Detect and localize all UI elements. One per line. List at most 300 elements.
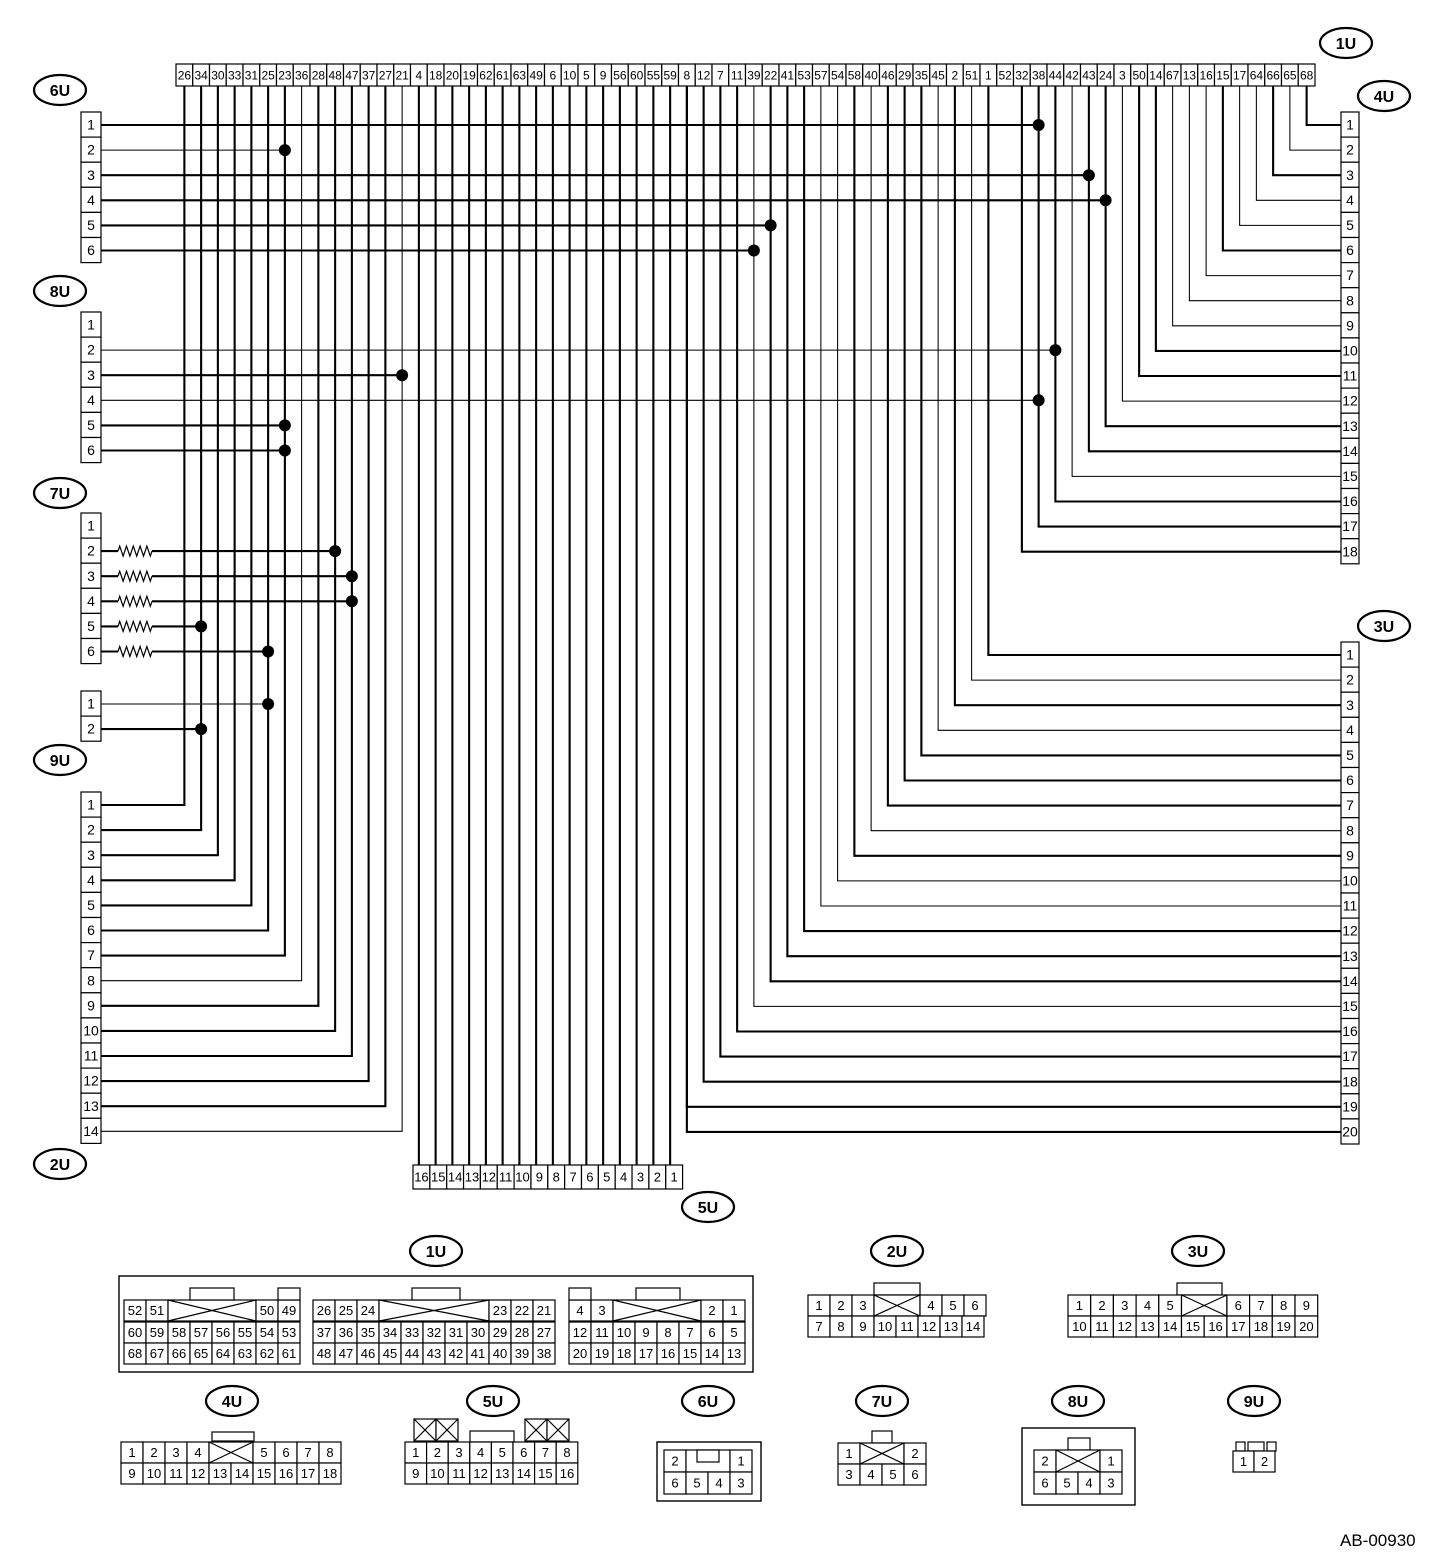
pin-number: 14 — [516, 1466, 532, 1482]
pin-number: 3 — [859, 1298, 867, 1314]
pin-number: 3 — [87, 366, 95, 383]
pin-number: 48 — [328, 68, 342, 83]
pin-number: 5 — [87, 216, 95, 233]
pin-number: 10 — [1342, 872, 1358, 889]
pin-number: 43 — [426, 1346, 442, 1362]
pin-number: 16 — [1342, 1023, 1358, 1040]
pin-number: 2 — [87, 821, 95, 838]
pin-number: 9 — [599, 68, 607, 83]
pin-number: 41 — [780, 68, 795, 83]
pin-number: 3 — [845, 1467, 853, 1483]
connector-label: 6U — [49, 83, 71, 100]
pin-number: 2 — [1098, 1298, 1106, 1314]
pin-number: 6 — [586, 1169, 594, 1185]
pin-number: 2 — [1346, 671, 1354, 688]
splice-dot — [1100, 194, 1112, 206]
pin-number: 17 — [1342, 1048, 1358, 1065]
pin-number: 58 — [171, 1325, 187, 1341]
pin-number: 17 — [638, 1346, 654, 1362]
pin-number: 8 — [664, 1325, 672, 1341]
wire-2U-5 — [101, 86, 251, 905]
pin-number: 52 — [127, 1303, 143, 1319]
pin-number: 18 — [322, 1466, 338, 1482]
pin-number: 11 — [1342, 897, 1358, 914]
pin-number: 35 — [914, 68, 929, 83]
pin-number: 10 — [616, 1325, 632, 1341]
pin-number: 10 — [83, 1022, 99, 1039]
pin-number: 8 — [1280, 1298, 1288, 1314]
resistor-icon — [118, 546, 152, 556]
pin-number: 3 — [1346, 696, 1354, 713]
splice-dot — [329, 545, 341, 557]
pin-number: 6 — [971, 1298, 979, 1314]
pin-number: 12 — [190, 1466, 206, 1482]
pin-number: 15 — [1216, 68, 1230, 83]
pin-number: 4 — [715, 1475, 723, 1491]
connector-7U-face — [838, 1431, 926, 1485]
pin-number: 65 — [193, 1346, 209, 1362]
pin-number: 53 — [797, 68, 811, 83]
pin-number: 8 — [563, 1445, 571, 1461]
pin-number: 13 — [494, 1466, 510, 1482]
face-key — [1068, 1438, 1090, 1450]
pin-number: 33 — [404, 1325, 420, 1341]
pin-number: 13 — [943, 1319, 959, 1335]
pin-number: 42 — [1065, 68, 1079, 83]
pin-number: 1 — [815, 1298, 823, 1314]
pin-number: 42 — [448, 1346, 464, 1362]
pin-number: 9 — [642, 1325, 650, 1341]
pin-number: 67 — [1165, 68, 1180, 83]
splice-dot — [346, 595, 358, 607]
pin-number: 6 — [1041, 1475, 1049, 1491]
pin-number: 4 — [1346, 191, 1354, 208]
pin-number: 8 — [87, 972, 95, 989]
pin-number: 6 — [1234, 1298, 1242, 1314]
wire-2U-2 — [101, 86, 201, 830]
pin-number: 3 — [598, 1303, 606, 1319]
pin-number: 5 — [889, 1467, 897, 1483]
pin-number: 5 — [730, 1325, 738, 1341]
pin-number: 5 — [87, 896, 95, 913]
pin-number: 1 — [1346, 116, 1354, 133]
connector-label: 1U — [425, 1244, 447, 1261]
splice-dot — [279, 419, 291, 431]
pin-number: 12 — [572, 1325, 588, 1341]
pin-number: 4 — [1085, 1475, 1093, 1491]
pin-number: 16 — [414, 1169, 429, 1185]
pin-number: 57 — [193, 1325, 209, 1341]
pin-number: 17 — [1342, 518, 1358, 535]
pin-number: 23 — [492, 1303, 508, 1319]
pin-number: 5 — [603, 1169, 611, 1185]
pin-number: 6 — [911, 1467, 919, 1483]
face-key — [470, 1431, 514, 1442]
pin-number: 54 — [259, 1325, 275, 1341]
splice-dot — [262, 698, 274, 710]
pin-number: 1 — [737, 1453, 745, 1469]
pin-number: 10 — [562, 68, 577, 83]
face-key — [636, 1288, 680, 1300]
wire-4U-8 — [1189, 86, 1341, 301]
face-key — [1248, 1442, 1264, 1451]
resistor-icon — [118, 596, 152, 606]
resistor-icon — [118, 621, 152, 631]
pin-number: 5 — [693, 1475, 701, 1491]
resistor-icon — [118, 647, 152, 657]
pin-number: 12 — [696, 68, 711, 83]
pin-number: 12 — [1117, 1319, 1132, 1335]
pin-number: 1 — [1346, 646, 1354, 663]
pin-number: 3 — [87, 166, 95, 183]
pin-number: 56 — [613, 68, 627, 83]
connector-labels — [34, 28, 1410, 1416]
wire-3U-11 — [821, 86, 1341, 906]
pin-number: 46 — [360, 1346, 376, 1362]
wire-3U-17 — [720, 86, 1341, 1057]
pin-number: 29 — [492, 1325, 508, 1341]
pin-number: 1 — [1107, 1453, 1115, 1469]
pin-number: 4 — [87, 191, 95, 208]
pin-number: 17 — [1231, 1319, 1246, 1335]
pin-number: 47 — [338, 1346, 354, 1362]
splice-dot — [1049, 344, 1061, 356]
pin-number: 27 — [536, 1325, 552, 1341]
pin-number: 44 — [1048, 68, 1063, 83]
pin-number: 1 — [985, 68, 992, 83]
connector-4U-face — [121, 1432, 341, 1484]
pin-number: 52 — [998, 68, 1012, 83]
pin-number: 5 — [583, 68, 590, 83]
pin-number: 39 — [747, 68, 761, 83]
wire-4U-1 — [1307, 86, 1341, 125]
pin-number: 9 — [1302, 1298, 1310, 1314]
connector-label: 2U — [49, 1157, 71, 1174]
pin-number: 3 — [172, 1445, 180, 1461]
pin-number: 3 — [1119, 68, 1126, 83]
pin-number: 7 — [1346, 797, 1354, 814]
pin-number: 29 — [897, 68, 912, 83]
pin-number: 38 — [536, 1346, 552, 1362]
pin-number: 14 — [234, 1466, 250, 1482]
pin-number: 50 — [259, 1303, 275, 1319]
pin-number: 12 — [83, 1072, 99, 1089]
pin-number: 51 — [149, 1303, 165, 1319]
pin-number: 49 — [281, 1303, 297, 1319]
pin-number: 11 — [900, 1319, 914, 1335]
pin-number: 2 — [708, 1303, 716, 1319]
pin-number: 6 — [520, 1445, 528, 1461]
pin-number: 54 — [830, 68, 845, 83]
pin-number: 7 — [1257, 1298, 1265, 1314]
pin-number: 57 — [814, 68, 828, 83]
pin-number: 62 — [479, 68, 493, 83]
pin-number: 36 — [294, 68, 309, 83]
pin-number: 40 — [864, 68, 878, 83]
splice-dot — [262, 646, 274, 658]
pin-number: 56 — [215, 1325, 231, 1341]
pin-number: 7 — [815, 1319, 823, 1335]
pin-number: 55 — [646, 68, 661, 83]
pin-number: 23 — [278, 68, 292, 83]
pin-number: 2 — [1041, 1453, 1049, 1469]
pin-number: 16 — [1208, 1319, 1223, 1335]
pin-number: 6 — [87, 922, 95, 939]
pin-number: 6 — [549, 68, 557, 83]
pin-number: 14 — [1162, 1319, 1178, 1335]
pin-number: 13 — [1182, 68, 1197, 83]
wire-2U-13 — [101, 86, 385, 1106]
pin-number: 31 — [244, 68, 259, 83]
connector-label: 6U — [697, 1394, 719, 1411]
pin-number: 14 — [83, 1122, 99, 1139]
pin-number: 13 — [464, 1169, 480, 1185]
pin-number: 1 — [730, 1303, 738, 1319]
pin-number: 20 — [1342, 1123, 1358, 1140]
pin-number: 25 — [261, 68, 275, 83]
pin-number: 63 — [237, 1346, 253, 1362]
pin-number: 41 — [470, 1346, 486, 1362]
pin-number: 14 — [704, 1346, 720, 1362]
pin-number: 15 — [1342, 467, 1358, 484]
pin-number: 32 — [1015, 68, 1029, 83]
wires — [101, 86, 1341, 1165]
connector-label: 1U — [1335, 36, 1357, 53]
pin-number: 2 — [87, 141, 95, 158]
pin-number: 34 — [382, 1325, 398, 1341]
splice-dot — [1083, 169, 1095, 181]
wire-2U-7 — [101, 86, 285, 956]
pin-number: 60 — [127, 1325, 143, 1341]
pin-number: 59 — [149, 1325, 165, 1341]
connector-8U-face — [1022, 1428, 1135, 1505]
pin-number: 9 — [535, 1169, 543, 1185]
connector-label: 9U — [1243, 1394, 1265, 1411]
connector-label: 8U — [1067, 1394, 1089, 1411]
connector-label: 5U — [482, 1394, 504, 1411]
connector-label: 4U — [1373, 89, 1395, 106]
pin-number: 5 — [87, 617, 95, 634]
wire-3U-1 — [988, 86, 1341, 655]
pin-number: 14 — [447, 1169, 463, 1185]
pin-number: 2 — [837, 1298, 845, 1314]
resistors — [118, 546, 152, 656]
pin-number: 8 — [837, 1319, 845, 1335]
pin-number: 12 — [481, 1169, 497, 1185]
pin-number: 45 — [382, 1346, 398, 1362]
pin-number: 5 — [498, 1445, 506, 1461]
pin-number: 1 — [1075, 1298, 1083, 1314]
wire-3U-15 — [754, 86, 1341, 1006]
pin-number: 11 — [83, 1047, 99, 1064]
splice-dot — [195, 620, 207, 632]
pin-number: 15 — [1342, 997, 1358, 1014]
pin-number: 2 — [150, 1445, 158, 1461]
pin-number: 12 — [473, 1466, 488, 1482]
pin-number: 7 — [569, 1169, 577, 1185]
pin-number: 16 — [1342, 493, 1358, 510]
pin-number: 55 — [237, 1325, 253, 1341]
pin-number: 3 — [636, 1169, 645, 1185]
pin-number: 21 — [536, 1303, 552, 1319]
pin-number: 1 — [87, 796, 95, 813]
wire-3U-13 — [787, 86, 1341, 956]
pin-number: 6 — [282, 1445, 290, 1461]
pin-number: 25 — [338, 1303, 354, 1319]
pin-number: 13 — [1140, 1319, 1155, 1335]
pin-number: 61 — [495, 68, 510, 83]
pin-number: 11 — [1342, 367, 1358, 384]
pin-number: 19 — [1342, 1098, 1358, 1115]
pin-number: 13 — [1342, 417, 1358, 434]
pin-number: 36 — [338, 1325, 354, 1341]
diagram-code: AB-00930 — [1340, 1531, 1416, 1550]
wire-4U-18 — [1022, 86, 1341, 552]
pin-number: 3 — [1346, 166, 1354, 183]
pin-number: 39 — [514, 1346, 530, 1362]
pin-number: 8 — [1346, 822, 1354, 839]
pin-number: 3 — [1121, 1298, 1129, 1314]
splice-dot — [748, 245, 760, 257]
pin-number: 1 — [128, 1445, 136, 1461]
connector-label: 3U — [1187, 1244, 1209, 1261]
pin-number: 24 — [1098, 68, 1113, 83]
pin-number: 10 — [1072, 1319, 1087, 1335]
face-key — [697, 1450, 719, 1462]
connector-label: 5U — [697, 1200, 719, 1217]
pin-number: 5 — [1346, 216, 1354, 233]
pin-number: 6 — [708, 1325, 716, 1341]
pin-number: 26 — [177, 68, 192, 83]
pin-number: 5 — [87, 416, 95, 433]
connector-1U-face — [119, 1276, 753, 1372]
pin-number: 9 — [128, 1466, 136, 1482]
connector-2U-face — [808, 1283, 986, 1337]
resistor-icon — [118, 571, 152, 581]
pin-number: 4 — [1346, 721, 1354, 738]
face-key — [569, 1288, 591, 1300]
connector-label: 8U — [49, 284, 71, 301]
pin-number: 66 — [171, 1346, 187, 1362]
pin-number: 14 — [1342, 972, 1358, 989]
pin-number: 2 — [951, 68, 959, 83]
pin-number: 9 — [87, 997, 95, 1014]
pin-number: 62 — [259, 1346, 275, 1362]
pin-number: 65 — [1283, 68, 1297, 83]
pin-number: 10 — [877, 1319, 893, 1335]
face-key — [872, 1431, 892, 1443]
pin-number: 2 — [87, 341, 95, 358]
pin-number: 37 — [316, 1325, 332, 1341]
wire-3U-20 — [687, 86, 1341, 1132]
pin-number: 3 — [87, 567, 95, 584]
pin-number: 6 — [1346, 772, 1354, 789]
pin-number: 15 — [682, 1346, 698, 1362]
connector-label: 9U — [49, 753, 71, 770]
connector-label: 2U — [886, 1244, 908, 1261]
pin-number: 1 — [670, 1169, 678, 1185]
splice-dot — [396, 369, 408, 381]
connector-label: 3U — [1373, 619, 1395, 636]
pin-number: 9 — [859, 1319, 867, 1335]
pin-number: 16 — [278, 1466, 294, 1482]
pin-number: 59 — [663, 68, 677, 83]
connector-label: 4U — [221, 1394, 243, 1411]
pin-number: 32 — [426, 1325, 442, 1341]
pin-number: 60 — [629, 68, 644, 83]
pin-number: 68 — [127, 1346, 143, 1362]
pin-number: 6 — [87, 442, 95, 459]
pin-number: 4 — [87, 391, 95, 408]
pin-number: 20 — [1299, 1319, 1314, 1335]
pin-number: 38 — [1031, 68, 1046, 83]
pin-number: 26 — [316, 1303, 332, 1319]
connector-9U-face — [1233, 1442, 1276, 1472]
wire-4U-14 — [1089, 86, 1341, 451]
pin-number: 17 — [1232, 68, 1247, 83]
pin-number: 4 — [576, 1303, 584, 1319]
splice-dot — [279, 144, 291, 156]
pin-number: 6 — [671, 1475, 679, 1491]
pin-number: 5 — [1346, 746, 1354, 763]
pin-number: 4 — [620, 1169, 628, 1185]
pin-number: 1 — [87, 517, 95, 534]
face-key — [212, 1432, 254, 1441]
pin-number: 5 — [1063, 1475, 1071, 1491]
pin-number: 24 — [360, 1303, 376, 1319]
wire-4U-16 — [1055, 86, 1341, 502]
pin-number: 1 — [87, 695, 95, 712]
splice-dot — [1033, 394, 1045, 406]
pin-number: 7 — [87, 947, 95, 964]
pin-number: 28 — [311, 68, 326, 83]
pin-number: 9 — [1346, 317, 1354, 334]
pin-number: 16 — [660, 1346, 676, 1362]
pin-number: 8 — [1346, 292, 1354, 309]
connector-label: 7U — [871, 1394, 893, 1411]
pin-number: 12 — [921, 1319, 937, 1335]
pin-number: 2 — [87, 542, 95, 559]
pin-number: 15 — [1185, 1319, 1201, 1335]
face-key — [278, 1288, 300, 1300]
pin-number: 16 — [559, 1466, 575, 1482]
pin-number: 2 — [911, 1446, 919, 1462]
pin-number: 10 — [515, 1169, 530, 1185]
pin-number: 1 — [1239, 1454, 1248, 1470]
pin-number: 35 — [360, 1325, 376, 1341]
face-key — [1236, 1442, 1245, 1451]
pin-number: 4 — [415, 68, 423, 83]
pin-number: 10 — [146, 1466, 162, 1482]
pin-number: 21 — [395, 68, 409, 83]
face-key — [1177, 1283, 1222, 1295]
pin-number: 6 — [1346, 242, 1354, 259]
pin-number: 1 — [412, 1445, 420, 1461]
pin-number: 18 — [616, 1346, 632, 1362]
pin-number: 13 — [83, 1097, 99, 1114]
pin-number: 19 — [594, 1346, 610, 1362]
pin-number: 4 — [87, 871, 95, 888]
pin-number: 14 — [1342, 442, 1358, 459]
pin-number: 4 — [194, 1445, 202, 1461]
pin-number: 37 — [361, 68, 376, 83]
pin-number: 3 — [87, 846, 95, 863]
pin-number: 7 — [304, 1445, 312, 1461]
pin-number: 30 — [470, 1325, 486, 1341]
pin-number: 64 — [215, 1346, 231, 1362]
pin-number: 11 — [452, 1466, 466, 1482]
pin-number: 2 — [433, 1445, 442, 1461]
